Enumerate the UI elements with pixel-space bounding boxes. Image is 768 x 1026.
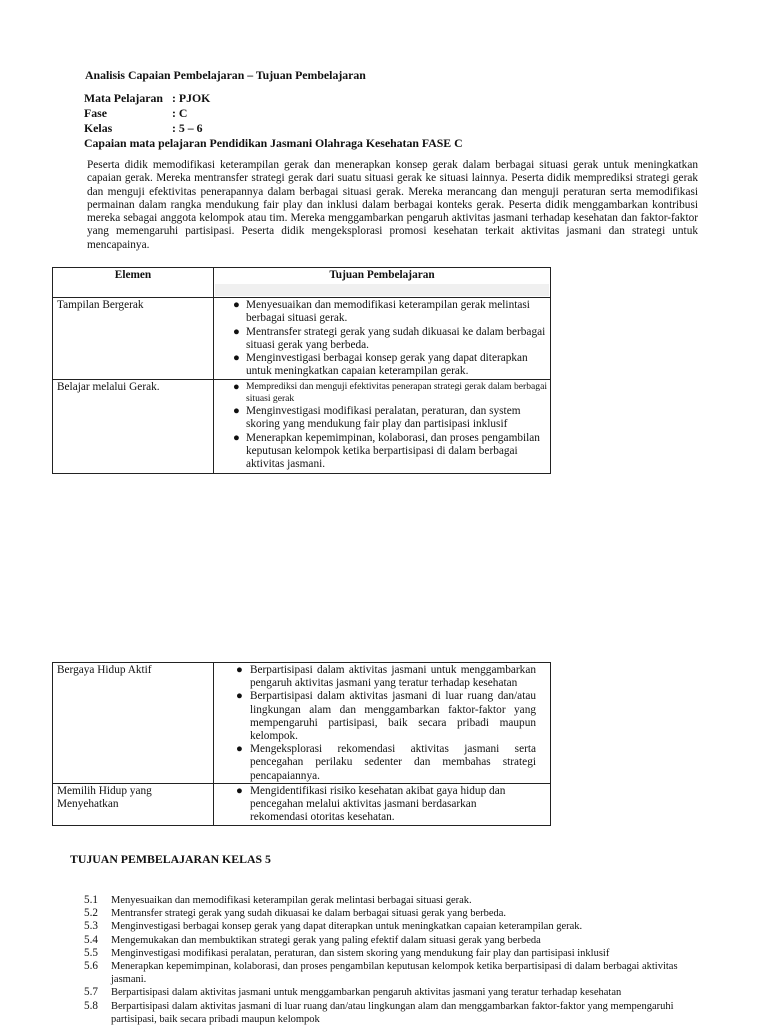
- elemen-label: Bergaya Hidup Aktif: [57, 664, 152, 676]
- list-item-number: 5.3: [84, 920, 98, 933]
- meta-key: Kelas: [84, 121, 113, 135]
- meta-value: : PJOK: [172, 91, 211, 105]
- list-item-text: Berpartisipasi dalam aktivitas jasmani di luar ruang dan/atau lingkungan alam dan menggambarkan faktor-faktor yang mempengaruhi partisipasi, baik secara pribadi maupun kelompok: [111, 1000, 674, 1025]
- bullet-icon: ●: [236, 664, 243, 676]
- tujuan-list: [214, 299, 550, 378]
- header-tujuan: [214, 268, 551, 298]
- tujuan-cell: [214, 380, 551, 474]
- list-item-text: Memprediksi dan menguji efektivitas penerapan strategi gerak dalam berbagai situasi gerak: [246, 381, 548, 405]
- list-item: [84, 986, 696, 999]
- bullet-icon: ●: [233, 405, 240, 418]
- list-item: [214, 326, 550, 352]
- table-row: [53, 380, 551, 474]
- list-item-text: Mentransfer strategi gerak yang sudah dikuasai ke dalam berbagai situasi gerak yang berbeda.: [111, 908, 507, 920]
- list-item-text: Menerapkan kepemimpinan, kolaborasi, dan proses pengambilan keputusan kelompok ketika berpartisipasi di dalam berbagai aktivitas jasmani.: [111, 961, 678, 986]
- list-item-text: Berpartisipasi dalam aktivitas jasmani untuk menggambarkan pengaruh aktivitas jasmani yang teratur terhadap kesehatan: [111, 987, 622, 999]
- list-item: [214, 743, 536, 783]
- tujuan-cell: [214, 298, 551, 380]
- list-item-number: 5.1: [84, 894, 98, 906]
- list-item-text: Menginvestigasi berbagai konsep gerak yang dapat diterapkan untuk meningkatkan capaian keterampilan gerak.: [111, 921, 583, 933]
- elemen-cell: [53, 663, 214, 784]
- meta-subject: [84, 92, 210, 105]
- list-item-number: 5.5: [84, 946, 98, 959]
- list-item: [214, 690, 536, 743]
- list-item: [214, 299, 550, 325]
- meta-value: : 5 – 6: [172, 121, 203, 135]
- document-title: Analisis Capaian Pembelajaran – Tujuan Pembelajaran: [85, 68, 366, 82]
- header-shade: [215, 284, 549, 296]
- list-item-text: Menerapkan kepemimpinan, kolaborasi, dan proses pengambilan keputusan kelompok ketika berpartisipasi di dalam berbagai aktivitas jasmani.: [246, 431, 540, 471]
- list-item: [214, 664, 536, 690]
- list-item: [214, 352, 550, 378]
- list-item-text: Menginvestigasi modifikasi peralatan, peraturan, dan system skoring yang mendukung fair play dan partisipasi inklusif: [246, 405, 521, 431]
- tp-list: [84, 894, 696, 1026]
- list-item-number: 5.4: [84, 933, 98, 946]
- elemen-label: Belajar melalui Gerak.: [57, 381, 160, 394]
- table-header-row: [53, 268, 551, 298]
- list-item: [84, 934, 696, 947]
- list-item-text: Mengidentifikasi risiko kesehatan akibat gaya hidup dan pencegahan melalui aktivitas jasmani berdasarkan rekomendasi otoritas kesehatan.: [250, 785, 506, 824]
- list-item: [84, 894, 696, 907]
- list-item-text: Mengemukakan dan membuktikan strategi gerak yang paling efektif dalam situasi gerak yang berbeda: [111, 934, 541, 946]
- list-item: [84, 1000, 696, 1026]
- bullet-icon: ●: [233, 381, 240, 394]
- meta-key: Mata Pelajaran: [84, 91, 163, 105]
- list-item-number: 5.7: [84, 986, 98, 999]
- list-item-text: Mentransfer strategi gerak yang sudah dikuasai ke dalam berbagai situasi gerak yang berbeda.: [246, 325, 546, 351]
- elemen-label: Tampilan Bergerak: [57, 299, 144, 312]
- meta-key: Fase: [84, 106, 107, 120]
- tujuan-list: [214, 664, 550, 783]
- elemen-label: Memilih Hidup yang Menyehatkan: [57, 785, 152, 811]
- tujuan-cell: [214, 784, 551, 826]
- header-tujuan-label: Tujuan Pembelajaran: [329, 269, 435, 281]
- list-item-text: Berpartisipasi dalam aktivitas jasmani di luar ruang dan/atau lingkungan alam dan menggambarkan faktor-faktor yang mempengaruhi partisipasi, baik secara pribadi maupun kelompok.: [250, 690, 536, 743]
- cp-heading: Capaian mata pelajaran Pendidikan Jasmani Olahraga Kesehatan FASE C: [84, 136, 463, 150]
- meta-class: [84, 122, 202, 135]
- tp-table-part-1: [52, 267, 551, 474]
- list-item-number: 5.6: [84, 960, 98, 973]
- elemen-cell: [53, 298, 214, 380]
- bullet-icon: ●: [236, 785, 243, 797]
- list-item: [214, 405, 550, 431]
- table-row: [53, 298, 551, 380]
- list-item: [214, 381, 550, 405]
- list-item-text: Mengeksplorasi rekomendasi aktivitas jasmani serta pencegahan perilaku sedenter dan membahas strategi pencapaiannya.: [250, 743, 536, 782]
- meta-phase: [84, 107, 187, 120]
- header-elemen: [53, 268, 214, 298]
- tujuan-list: [214, 381, 550, 471]
- list-item-text: Menginvestigasi berbagai konsep gerak yang dapat diterapkan untuk meningkatkan capaian keterampilan gerak.: [246, 352, 528, 378]
- section-title: TUJUAN PEMBELAJARAN KELAS 5: [70, 852, 271, 866]
- list-item: [84, 907, 696, 920]
- elemen-cell: [53, 380, 214, 474]
- meta-value: : C: [172, 106, 188, 120]
- bullet-icon: ●: [233, 299, 240, 312]
- header-elemen-label: Elemen: [114, 269, 152, 281]
- list-item: [84, 920, 696, 933]
- elemen-cell: [53, 784, 214, 826]
- table-row: [53, 784, 551, 826]
- cp-paragraph: Peserta didik memodifikasi keterampilan gerak dan menerapkan konsep gerak dalam berbagai situasi gerak untuk meningkatkan capaian gerak. Mereka mentransfer strategi gerak dari suatu situasi gerak ke situasi lainnya. Peserta didik memprediksi strategi gerak dan menguji efektivitas penerapannya dalam berbagai situasi gerak. Mereka merancang dan menguji peraturan serta memodifikasi permainan dalam rangka mendukung fair play dan inklusi dalam berbagai konteks gerak. Peserta didik menggambarkan kontribusi mereka sebagai anggota kelompok atau tim. Mereka menggambarkan pengaruh aktivitas jasmani terhadap kesehatan dan faktor-faktor yang memengaruhi partisipasi. Peserta didik mengeksplorasi promosi kesehatan terkait aktivitas jasmani dan strategi untuk mencapainya.: [87, 159, 698, 251]
- list-item: [214, 785, 520, 825]
- list-item-text: Berpartisipasi dalam aktivitas jasmani untuk menggambarkan pengaruh aktivitas jasmani yang teratur terhadap kesehatan: [250, 664, 536, 690]
- list-item-text: Menyesuaikan dan memodifikasi keterampilan gerak melintasi berbagai situasi gerak.: [246, 299, 530, 325]
- list-item: [84, 947, 696, 960]
- list-item-text: Menyesuaikan dan memodifikasi keterampilan gerak melintasi berbagai situasi gerak.: [111, 895, 472, 906]
- list-item: [84, 960, 696, 986]
- list-item-number: 5.2: [84, 907, 98, 920]
- table-row: [53, 663, 551, 784]
- bullet-icon: ●: [236, 743, 243, 756]
- list-item-text: Menginvestigasi modifikasi peralatan, peraturan, dan sistem skoring yang mendukung fair play dan partisipasi inklusif: [111, 947, 610, 959]
- tujuan-cell: [214, 663, 551, 784]
- bullet-icon: ●: [233, 325, 240, 338]
- bullet-icon: ●: [233, 352, 240, 365]
- tp-table-part-2: [52, 662, 551, 826]
- bullet-icon: ●: [236, 690, 243, 703]
- tujuan-list: [214, 785, 550, 825]
- list-item: [214, 432, 550, 472]
- list-item-number: 5.8: [84, 999, 98, 1012]
- bullet-icon: ●: [233, 431, 240, 444]
